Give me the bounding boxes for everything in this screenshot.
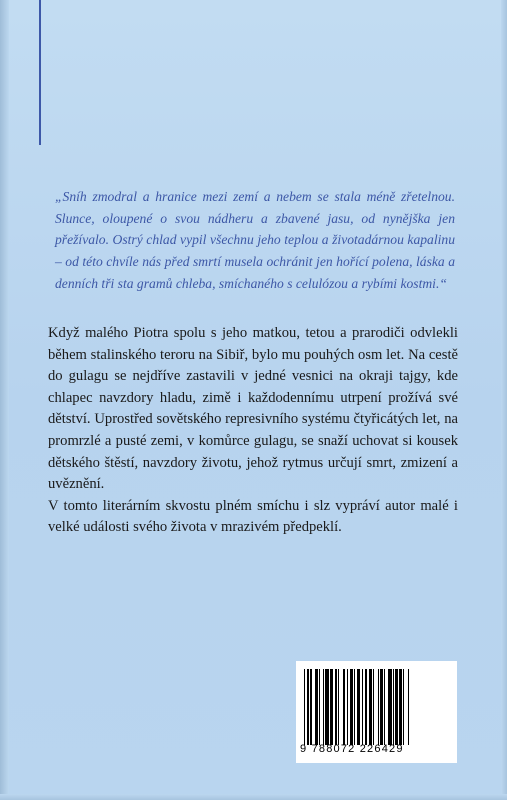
- barcode-bar: [343, 669, 346, 745]
- barcode-bar: [378, 669, 379, 745]
- blurb: [48, 323, 458, 539]
- barcode-bar: [357, 669, 361, 745]
- barcode-bar: [310, 669, 311, 745]
- barcode-bar: [384, 669, 385, 745]
- barcode-bar: [319, 669, 320, 745]
- barcode-bar: [362, 669, 363, 745]
- barcode-bar: [369, 669, 372, 745]
- barcode-bar: [338, 669, 339, 745]
- barcode-bar: [399, 669, 402, 745]
- barcode-bar: [373, 669, 374, 745]
- spine-edge: [0, 0, 9, 800]
- barcode-bars: [304, 669, 449, 745]
- barcode-bar: [388, 669, 392, 745]
- barcode-bar: [380, 669, 383, 745]
- barcode-bar: [325, 669, 329, 745]
- barcode-bar: [408, 669, 409, 745]
- bottom-edge: [0, 794, 507, 800]
- barcode-bar: [304, 669, 305, 745]
- barcode-bar: [347, 669, 348, 745]
- barcode-bar: [365, 669, 366, 745]
- barcode-bar: [307, 669, 310, 745]
- isbn-number: 9 788072 226429: [300, 743, 404, 755]
- barcode-bar: [330, 669, 333, 745]
- right-edge: [501, 0, 507, 800]
- barcode-bar: [335, 669, 336, 745]
- barcode-bar: [323, 669, 324, 745]
- blurb-paragraph-2: V tomto literárním skvostu plném smíchu i slz vypráví autor malé i velké události svého života v mrazivém předpeklí.: [48, 497, 458, 536]
- barcode-bar: [403, 669, 404, 745]
- barcode-bar: [315, 669, 318, 745]
- blurb-paragraph-1: Když malého Piotra spolu s jeho matkou, tetou a prarodiči odvlekli během stalinského teroru na Sibiř, bylo mu pouhých osm let. Na cestě do gulagu se nejdříve zastavili v jedné vesnici na okraji tajgy, kde chlapec navzdory hladu, zimě i každodennímu utrpení prožívá své dětství. Uprostřed sovětského represivního systému čtyřicátých let, na promrzlé a pusté zemi, v komůrce gulagu, se snaží uchovat si kousek dětského štěstí, navzdory životu, jehož rytmus určují smrt, zmizení a uvěznění.: [48, 325, 458, 493]
- barcode-bar: [393, 669, 394, 745]
- barcode: [296, 661, 457, 763]
- decorative-vertical-line: [39, 0, 41, 145]
- barcode-bar: [354, 669, 355, 745]
- barcode-bar: [395, 669, 398, 745]
- barcode-bar: [350, 669, 353, 745]
- excerpt-quote: „Sníh zmodral a hranice mezi zemí a nebem se stala méně zřetelnou. Slunce, oloupené o svou nádheru a zbavené jasu, od nynějška jen přežívalo. Ostrý chlad vypil všechnu jeho teplou a životadárnou kapalinu – od této chvíle nás před smrtí musela ochránit jen hořící polena, láska a denních tři sta gramů chleba, smíchaného s celulózou a rybími kostmi.“: [55, 189, 455, 291]
